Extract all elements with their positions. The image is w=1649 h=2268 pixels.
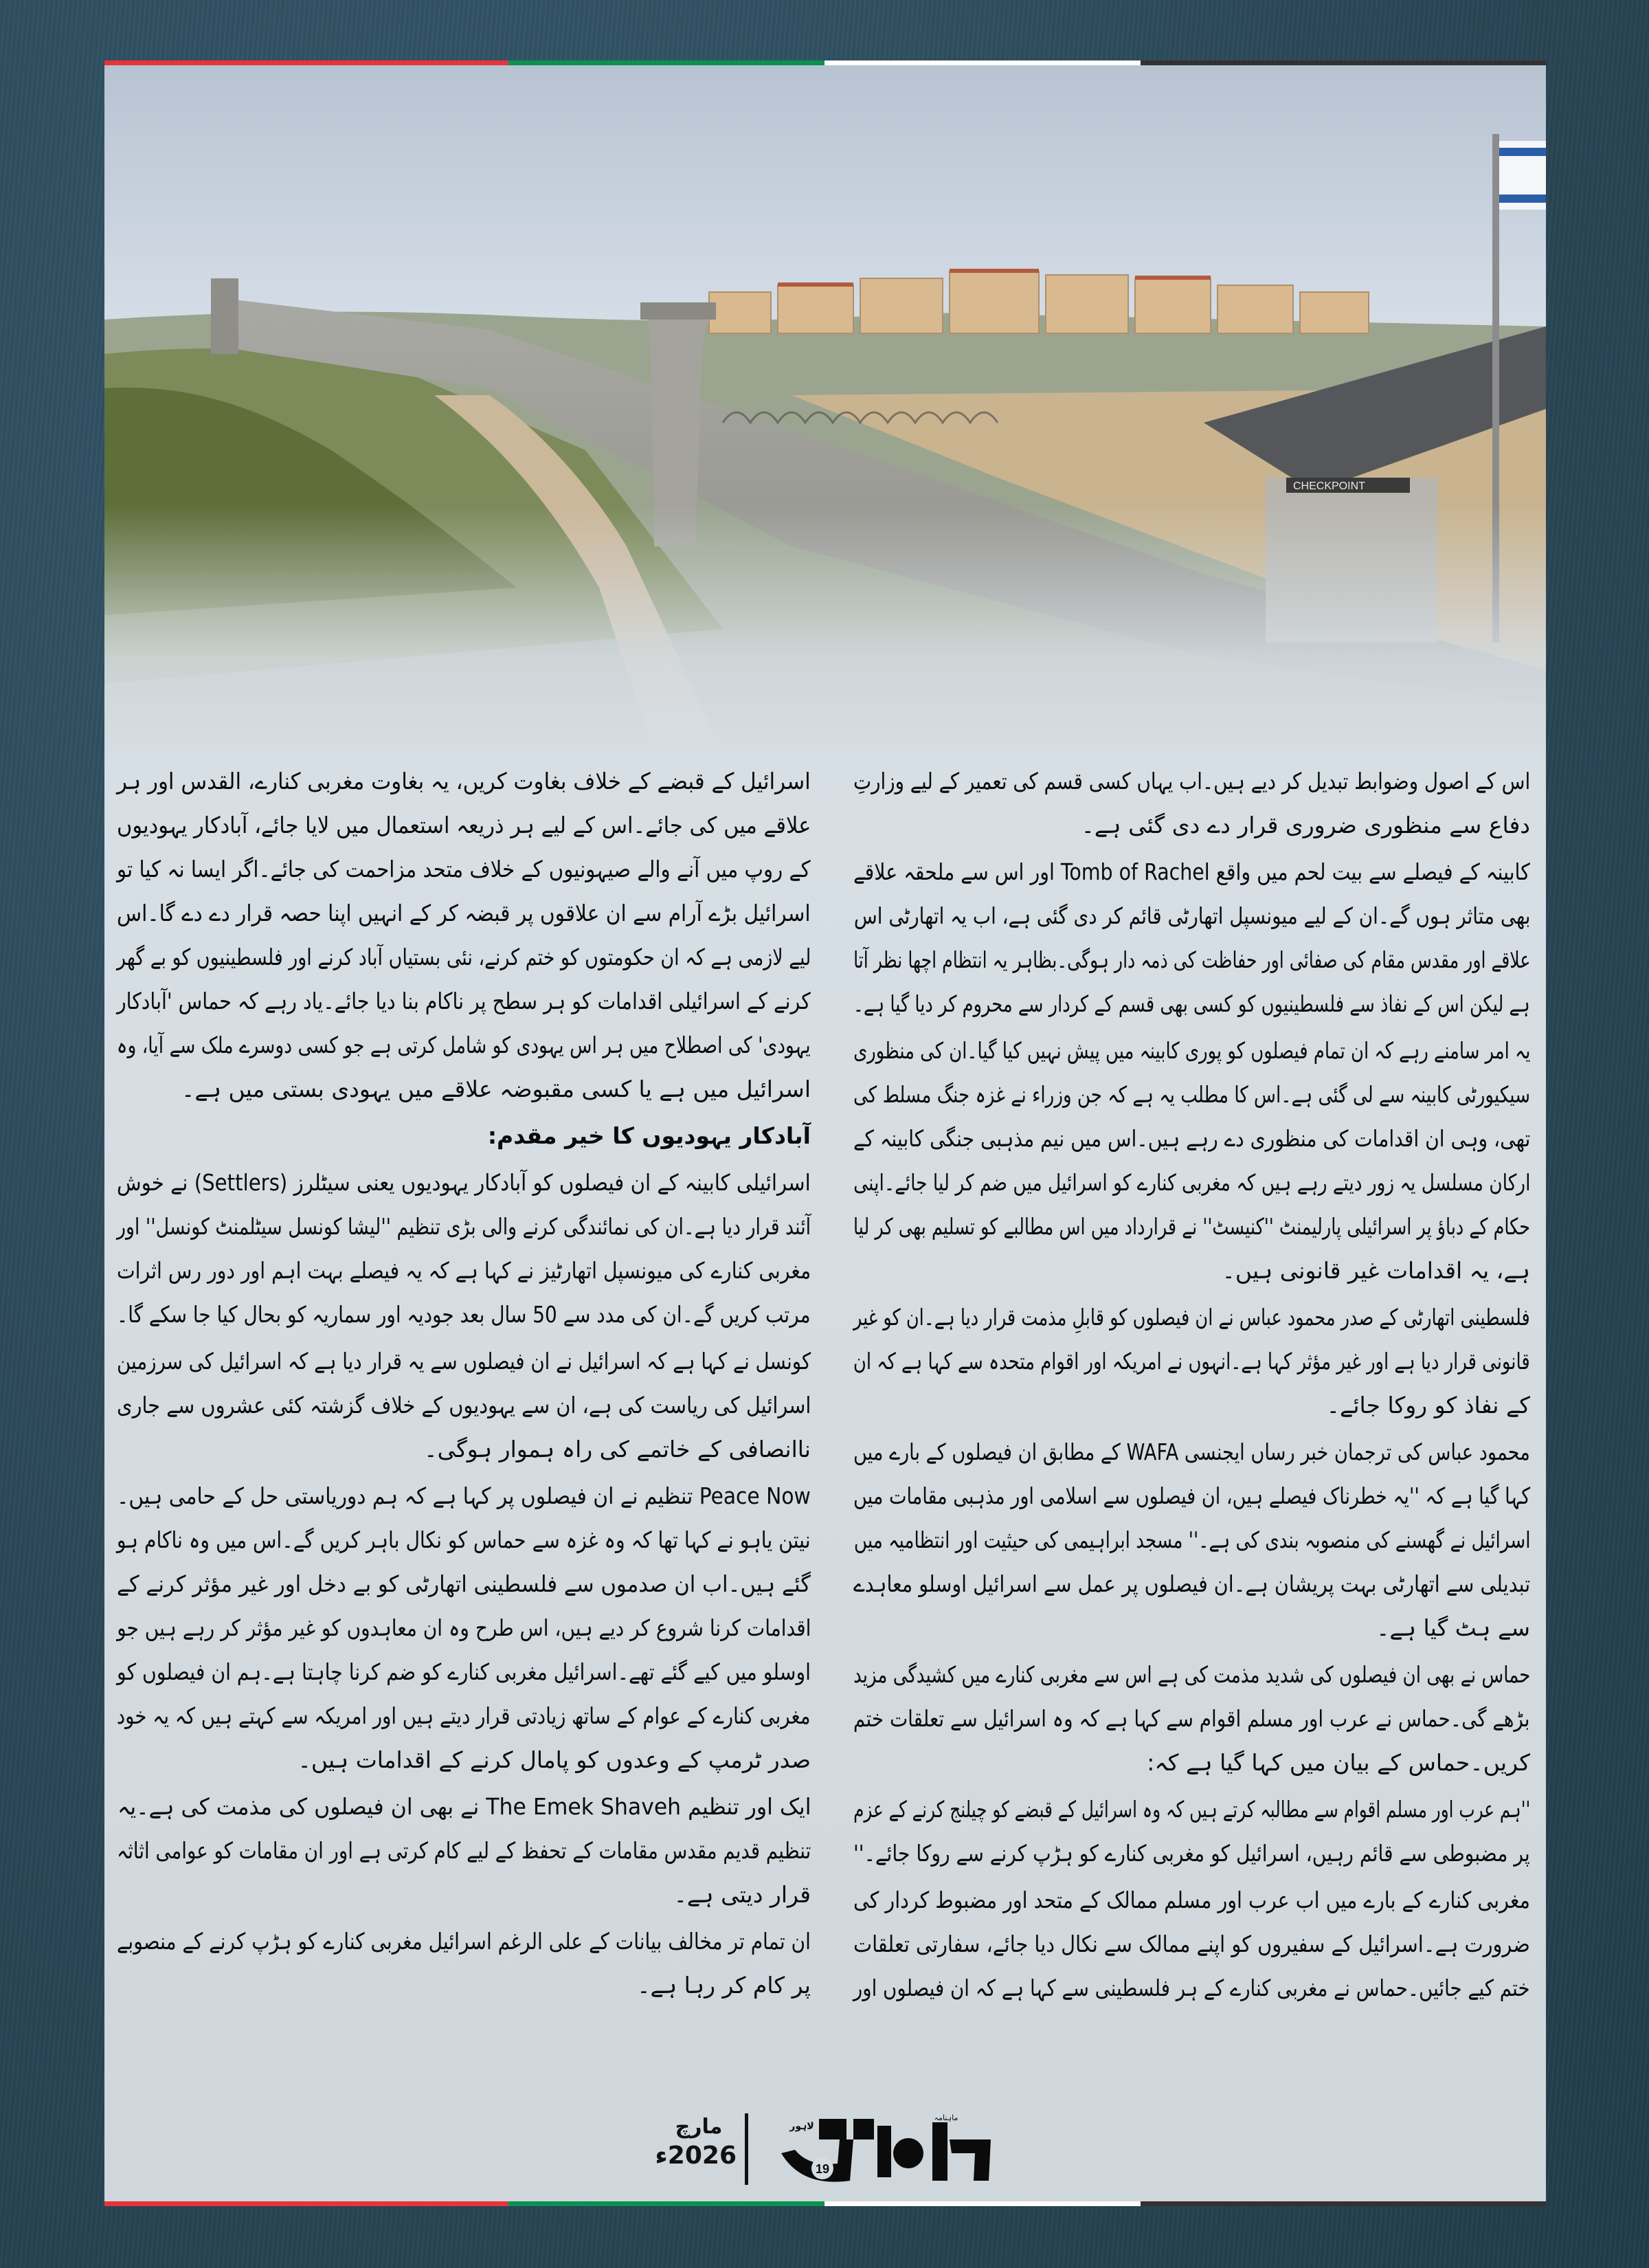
logo-tagline: ماہنامہ	[934, 2113, 958, 2122]
text-line	[853, 982, 1530, 1026]
text-line	[853, 1205, 1530, 1249]
text-line	[117, 1606, 811, 1650]
top-color-stripe	[104, 60, 1546, 65]
text-line-content: کرنے کے اسرائیلی اقدامات کو ہر سطح پر ناکام بنا دیا جائے۔یاد رہے کہ حماس 'آبادکار	[117, 988, 811, 1014]
text-line-content: بڑھے گی۔حماس نے عرب اور مسلم اقوام سے کہا ہے کہ وہ اسرائیل سے تعلقات ختم	[853, 1705, 1530, 1732]
text-line-content: کہا گیا ہے کہ ''یہ خطرناک فیصلے ہیں، ان فیصلوں سے اسلامی اور مذہبی مقامات میں	[853, 1482, 1530, 1509]
text-line-content: مغربی کنارے کی میونسپل اتھارٹیز نے کہا ہے کہ یہ فیصلے بہت اہم اور دور رس اثرات	[116, 1257, 811, 1284]
paragraph	[117, 1920, 811, 2008]
text-line	[853, 1606, 1530, 1650]
text-line	[853, 803, 1530, 847]
text-line-content: اسرائیل کے قبضے کے خلاف بغاوت کریں، یہ بغاوت مغربی کنارے، القدس اور ہر	[117, 768, 811, 794]
text-line-content: علاقے اور مقدس مقام کی صفائی اور حفاظت کی ذمہ دار ہوگی۔بظاہر یہ انتظام اچھا نظر آتا	[853, 946, 1530, 973]
paragraph	[117, 759, 811, 1111]
text-line-content: اسرائیل بڑے آرام سے ان علاقوں پر قبضہ کر کے انہیں اپنا حصہ قرار دے دے گا۔اس	[117, 900, 811, 926]
text-line	[853, 1474, 1530, 1518]
text-line	[117, 1964, 811, 2008]
text-line	[853, 1117, 1530, 1161]
text-line-content: لیے لازمی ہے کہ ان حکومتوں کو ختم کرنے، نئی بستیاں آباد کرنے اور فلسطینیوں کو بے گھر	[116, 944, 811, 970]
text-line	[853, 1788, 1530, 1832]
text-line-content: ان تمام تر مخالف بیانات کے علی الرغم اسرائیل مغربی کنارے کو ہڑپ کرنے کے منصوبے	[117, 1928, 811, 1955]
photo-fade-overlay	[104, 505, 1546, 759]
text-line-content: پر کام کر رہا ہے۔	[637, 1972, 811, 1999]
text-line	[117, 1785, 811, 1829]
text-line-content: ہے، یہ اقدامات غیر قانونی ہیں۔	[1222, 1257, 1530, 1284]
text-line	[117, 1562, 811, 1606]
paragraph	[853, 850, 1530, 1026]
text-line-content: تبدیلی سے اتھارٹی بہت پریشان ہے۔ان فیصلوں پر عمل سے اسرائیل اوسلو معاہدے	[853, 1570, 1530, 1597]
text-line	[117, 1518, 811, 1562]
text-line	[853, 1296, 1530, 1339]
text-line	[117, 1873, 811, 1917]
text-line-content: ختم کیے جائیں۔حماس نے مغربی کنارے کے ہر فلسطینی سے کہا ہے کہ ان فیصلوں اور	[853, 1975, 1530, 2001]
paragraph	[117, 1161, 811, 1337]
text-line-content: اسرائیل نے گھسنے کی منصوبہ بندی کی ہے۔'' مسجد ابراہیمی کی حیثیت اور انتظامیہ میں	[853, 1526, 1530, 1553]
text-line-content: ہے لیکن اس کے نفاذ سے فلسطینیوں کو کسی بھی قسم کے کردار سے محروم کر دیا گیا ہے۔	[853, 990, 1530, 1017]
text-line-content: نیتن یاہو نے کہا تھا کہ وہ غزہ سے حماس کو نکال باہر کریں گے۔اس میں وہ ناکام ہو	[117, 1526, 811, 1553]
footer-divider	[745, 2113, 748, 2185]
text-line	[853, 1073, 1530, 1117]
text-line	[117, 891, 811, 935]
text-line	[117, 759, 811, 803]
text-line-content: ضرورت ہے۔اسرائیل کے سفیروں کو اپنے ممالک سے نکال دیا جائے، سفارتی تعلقات	[853, 1931, 1530, 1957]
text-line	[853, 1249, 1530, 1293]
text-line	[117, 1161, 811, 1205]
text-line-content: دفاع سے منظوری ضروری قرار دے دی گئی ہے۔	[1081, 812, 1530, 838]
text-line	[117, 1067, 811, 1111]
text-line-content: Peace Now تنظیم نے ان فیصلوں پر کہا ہے کہ ہم دوریاستی حل کے حامی ہیں۔	[117, 1482, 811, 1509]
text-line	[853, 850, 1530, 894]
text-line-content: تنظیم قدیم مقدس مقامات کے تحفظ کے لیے کام کرتی ہے اور ان مقامات کو عوامی اثاثہ	[116, 1837, 811, 1864]
text-line	[117, 1339, 811, 1383]
paragraph	[853, 1029, 1530, 1293]
text-line	[117, 1205, 811, 1249]
text-line	[853, 759, 1530, 803]
text-line	[853, 1741, 1530, 1785]
text-line	[117, 1829, 811, 1873]
paragraph	[853, 1430, 1530, 1650]
text-line-content: مغربی کنارے کے بارے میں اب عرب اور مسلم ممالک کے متحد اور مضبوط کردار کی	[853, 1887, 1530, 1913]
page-number: 19	[815, 2162, 830, 2176]
page-footer	[104, 2100, 1546, 2196]
magazine-logo	[774, 2112, 994, 2188]
text-line-content: کابینہ کے فیصلے سے بیت لحم میں واقع Tomb of Rachel اور اس سے ملحقہ علاقے	[853, 858, 1530, 885]
text-line-content: قرار دیتی ہے۔	[673, 1881, 811, 1908]
text-line-content: یہ امر سامنے رہے کہ ان تمام فیصلوں کو پوری کابینہ میں پیش نہیں کیا گیا۔ان کی منظوری	[853, 1037, 1530, 1064]
text-line-content: سیکیورٹی کابینہ سے لی گئی ہے۔اس کا مطلب یہ ہے کہ جن وزراء نے غزہ جنگ مسلط کی	[853, 1081, 1530, 1108]
text-line-content: کونسل نے کہا ہے کہ اسرائیل نے ان فیصلوں سے یہ قرار دیا ہے کہ اسرائیل کی سرزمین	[116, 1348, 811, 1375]
text-line-content: آبادکار یہودیوں کا خیر مقدم:	[487, 1122, 811, 1149]
svg-text:CHECKPOINT: CHECKPOINT	[1293, 480, 1365, 492]
text-line	[853, 1430, 1530, 1474]
text-line	[853, 1383, 1530, 1427]
paragraph	[853, 1653, 1530, 1785]
text-line	[117, 1738, 811, 1782]
text-line-content: اسرائیلی کابینہ کے ان فیصلوں کو آبادکار یہودیوں یعنی سیٹلرز (Settlers) نے خوش	[117, 1169, 811, 1196]
text-line	[853, 1029, 1530, 1073]
text-line-content: کریں۔حماس کے بیان میں کہا گیا ہے کہ:	[1147, 1749, 1530, 1776]
text-line-content: سے ہٹ گیا ہے۔	[1376, 1614, 1530, 1641]
bottom-color-stripe	[104, 2201, 1546, 2206]
text-line	[853, 1562, 1530, 1606]
text-line-content: حکام کے دباؤ پر اسرائیلی پارلیمنٹ ''کنیسٹ'' نے قرارداد میں اس مطالبے کو تسلیم بھی کر لیا	[853, 1213, 1530, 1240]
issue-year: 2026ء	[655, 2142, 737, 2170]
text-line	[853, 1339, 1530, 1383]
text-line	[117, 1383, 811, 1427]
issue-month: مارچ	[675, 2115, 723, 2139]
text-line	[117, 979, 811, 1023]
text-line-content: علاقے میں کی جائے۔اس کے لیے ہر ذریعہ استعمال میں لایا جائے، آبادکار یہودیوں	[116, 812, 811, 838]
text-line-content: مرتب کریں گے۔ان کی مدد سے 50 سال بعد جودیہ اور سماریہ کو بحال کیا جا سکے گا۔	[117, 1301, 811, 1328]
magazine-page	[104, 65, 1546, 2201]
text-line-content: محمود عباس کی ترجمان خبر رساں ایجنسی WAFA کے مطابق ان فیصلوں کے بارے میں	[853, 1438, 1530, 1465]
article-column-right	[853, 759, 1530, 2013]
text-line	[117, 1694, 811, 1738]
text-line-content: مغربی کنارے کے عوام کے ساتھ زیادتی قرار دیتے ہیں اور امریکہ سے کہتے ہیں کہ یہ خود	[117, 1702, 811, 1729]
text-line	[853, 938, 1530, 982]
text-line	[117, 1427, 811, 1471]
paragraph	[853, 1296, 1530, 1427]
text-line-content: ناانصافی کے خاتمے کی راہ ہموار ہوگی۔	[424, 1436, 811, 1463]
paragraph	[853, 1788, 1530, 1876]
text-line-content: یہودی' کی اصطلاح میں ہر اس یہودی کو شامل کرتی ہے جو کسی دوسرے ملک سے آیا، وہ	[117, 1032, 811, 1058]
text-line-content: آئند قرار دیا ہے۔ان کی نمائندگی کرنے والی بڑی تنظیم ''لیشا کونسل سیٹلمنٹ کونسل'' اور	[116, 1213, 811, 1240]
text-line	[853, 1518, 1530, 1562]
text-line	[853, 1922, 1530, 1966]
text-line-content: کے روپ میں آنے والے صیہونیوں کے خلاف متحد مزاحمت کی جائے۔اگر ایسا نہ کیا تو	[117, 856, 811, 882]
text-line	[853, 1878, 1530, 1922]
text-line	[853, 1966, 1530, 2010]
text-line	[853, 1653, 1530, 1697]
text-line-content: اس کے اصول وضوابط تبدیل کر دیے ہیں۔اب یہاں کسی قسم کی تعمیر کے لیے وزارتِ	[853, 768, 1530, 794]
text-line-content: تھی، وہی ان اقدامات کی منظوری دے رہے ہیں۔اس میں نیم مذہبی جنگی کابینہ کے	[853, 1125, 1530, 1152]
paragraph	[117, 1474, 811, 1782]
text-line-content: قانونی قرار دیا ہے اور غیر مؤثر کہا ہے۔انہوں نے امریکہ اور اقوام متحدہ سے کہا ہے کہ ان	[853, 1348, 1530, 1375]
text-line-content: گئے ہیں۔اب ان صدموں سے فلسطینی اتھارٹی کو بے دخل اور غیر مؤثر کرنے کے	[117, 1570, 811, 1597]
paragraph	[853, 759, 1530, 847]
text-line	[853, 1832, 1530, 1876]
text-line-content: اقدامات کرنا شروع کر دیے ہیں، اس طرح وہ ان معاہدوں کو غیر مؤثر کر رہے ہیں جو	[116, 1614, 811, 1641]
text-line	[117, 1474, 811, 1518]
text-line	[117, 1293, 811, 1337]
text-line-content: ''ہم عرب اور مسلم اقوام سے مطالبہ کرتے ہیں کہ وہ اسرائیل کے قبضے کو چیلنج کرنے کے عزم	[853, 1796, 1530, 1823]
text-line-content: کے نفاذ کو روکا جائے۔	[1326, 1392, 1530, 1419]
text-line-content: فلسطینی اتھارٹی کے صدر محمود عباس نے ان فیصلوں کو قابلِ مذمت قرار دیا ہے۔ان کو غیر	[853, 1304, 1530, 1331]
text-line	[117, 1249, 811, 1293]
issue-date	[655, 2113, 737, 2171]
paragraph	[117, 1785, 811, 1917]
text-line	[117, 1920, 811, 1964]
text-line-content: حماس نے بھی ان فیصلوں کی شدید مذمت کی ہے اس سے مغربی کنارے میں کشیدگی مزید	[853, 1661, 1530, 1688]
text-line-content: ارکان مسلسل یہ زور دیتے رہے ہیں کہ مغربی کنارے کو اسرائیل میں ضم کر لیا جائے۔اپنی	[853, 1169, 1530, 1196]
logo-city: لاہور	[789, 2121, 814, 2132]
text-line	[117, 847, 811, 891]
text-line	[117, 935, 811, 979]
section-heading	[117, 1114, 811, 1158]
text-line	[853, 894, 1530, 938]
text-line-content: صدر ٹرمپ کے وعدوں کو پامال کرنے کے اقدامات ہیں۔	[298, 1746, 811, 1773]
paragraph	[117, 1339, 811, 1471]
text-line-content: بھی متاثر ہوں گے۔ان کے لیے میونسپل اتھارٹی قائم کر دی گئی ہے، اب یہ اتھارٹی اس	[853, 902, 1530, 929]
text-line	[117, 803, 811, 847]
text-line-content: اسرائیل میں ہے یا کسی مقبوضہ علاقے میں یہودی بستی میں ہے۔	[181, 1076, 811, 1102]
text-line	[117, 1023, 811, 1067]
text-line-content: اسرائیل کی ریاست کی ہے، ان سے یہودیوں کے خلاف گزشتہ کئی عشروں سے جاری	[116, 1392, 811, 1419]
article-column-left	[117, 759, 811, 2010]
text-line	[117, 1650, 811, 1694]
text-line-content: اوسلو میں کیے گئے تھے۔اسرائیل مغربی کنارے کو ضم کرنا چاہتا ہے۔ہم ان فیصلوں کو	[117, 1658, 811, 1685]
text-line	[117, 1114, 811, 1158]
text-line	[853, 1161, 1530, 1205]
paragraph	[853, 1878, 1530, 2010]
text-line	[853, 1697, 1530, 1741]
text-line-content: پر مضبوطی سے قائم رہیں، اسرائیل کو مغربی کنارے کو ہڑپ کرنے سے روکا جائے۔''	[853, 1840, 1530, 1867]
text-line-content: ایک اور تنظیم The Emek Shaveh نے بھی ان فیصلوں کی مذمت کی ہے۔یہ	[117, 1793, 811, 1820]
